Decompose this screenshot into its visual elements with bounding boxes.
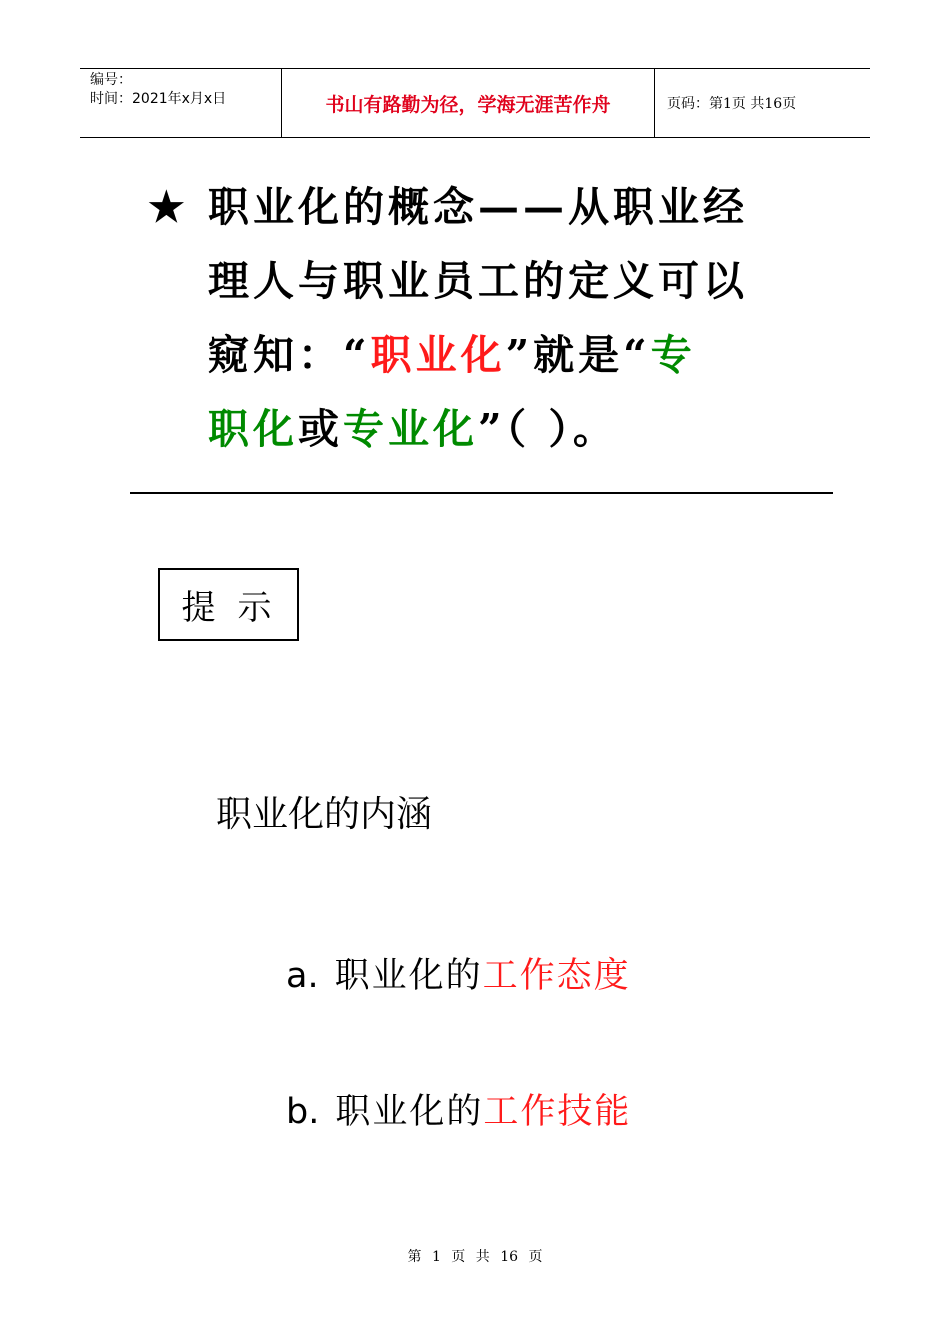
question-line-3 [148,318,808,392]
list-item-text: 职业化的 [335,1092,484,1132]
page-footer: 第 1 页 共 16 页 [407,1249,543,1265]
question-line-1 [148,170,808,244]
number-label: 编号： [90,72,132,88]
header-meta [80,69,282,137]
list-item-highlight: 工作态度 [482,956,631,996]
highlight-zhihua: 职化 [208,405,298,453]
question-text-2: 理人与职业员工的定义可以 [208,257,748,305]
question-text-3b: ”就是“ [505,331,651,379]
header-page-info: 页码：第1页 共16页 [667,96,797,112]
list-marker: a. [286,956,319,996]
star-icon: ★ [148,183,189,231]
question-text-1: 职业化的概念——从职业经 [208,183,748,231]
list-marker: b. [286,1092,320,1132]
question-block [148,170,808,466]
hint-box [158,568,299,641]
question-text-4b: ”（ ）。 [478,405,618,453]
list-item [286,1084,631,1134]
list-item-text: 职业化的 [334,956,483,996]
question-text-3a: 窥知：“ [208,331,371,379]
time-label: 时间：2021年x月x日 [90,91,227,107]
section-subtitle: 职业化的内涵 [216,794,433,835]
header-motto: 书山有路勤为径，学海无涯苦作舟 [282,69,655,137]
question-line-4 [148,392,808,466]
hint-label: 提示 [181,588,294,628]
question-line-2 [148,244,808,318]
page-header [80,68,870,138]
list-item-highlight: 工作技能 [483,1092,632,1132]
answer-line-divider [130,492,833,494]
highlight-zhuanyehua: 专业化 [343,405,478,453]
question-text-4a: 或 [298,405,343,453]
highlight-professionalization: 职业化 [370,331,506,379]
list-item [286,948,631,998]
highlight-zhuan: 专 [650,331,696,379]
